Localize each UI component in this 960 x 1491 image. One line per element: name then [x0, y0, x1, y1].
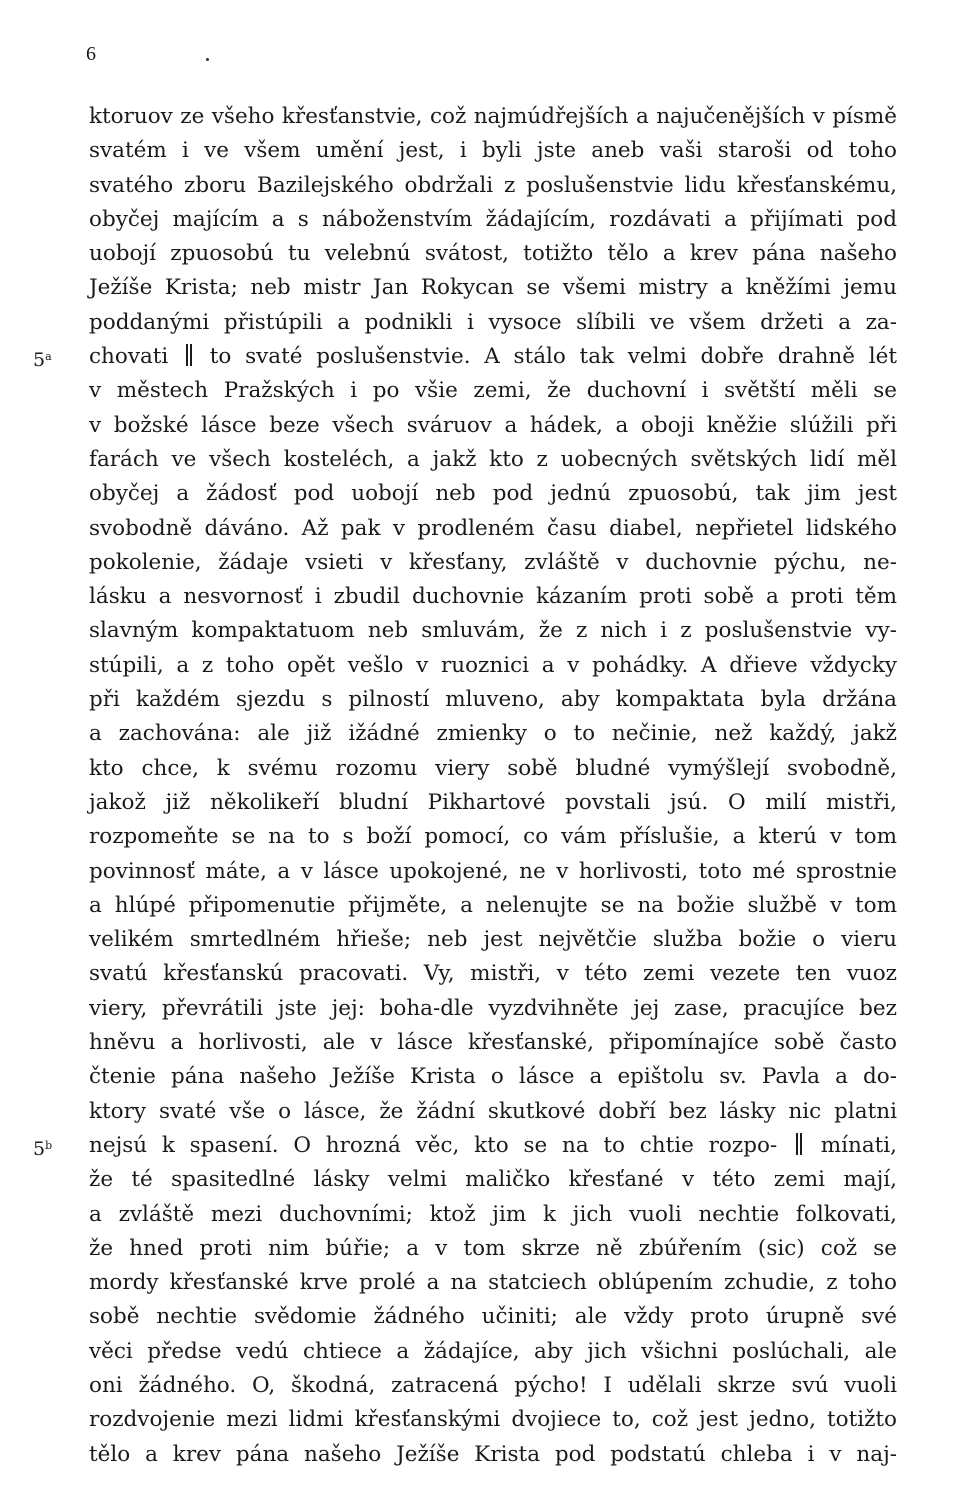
text-line: a zachována: ale již ižádné zmienky o to nečinie, než každý, jakž	[89, 721, 897, 747]
text-line: hněvu a horlivosti, ale v lásce křesťanské, připomínajíce sobě často	[89, 1030, 897, 1056]
text-line: poddanými přistúpili a podnikli i vysoce slíbili ve všem držeti a za-	[89, 309, 897, 335]
text-line: tělo a krev pána našeho Ježíše Krista pod podstatú chleba i v naj-	[89, 1441, 897, 1467]
body-text	[33, 100, 897, 1472]
text-line: a zvláště mezi duchovními; ktož jim k jich vuoli nechtie folkovati,	[89, 1201, 897, 1227]
text-line: stúpili, a z toho opět vešlo v ruoznici a v pohádky. A dřieve vždycky	[89, 652, 897, 678]
text-line: svatého zboru Bazilejského obdržali z poslušenstvie lidu křesťanskému,	[89, 172, 897, 198]
text-line: lásku a nesvornosť i zbudil duchovnie kázaním proti sobě a proti těm	[89, 584, 897, 610]
text-line: obyčej majícím a s náboženstvím žádajícím, rozdávati a přijímati pod	[89, 206, 897, 232]
text-line: a hlúpé připomenutie přijměte, a nelenujte se na božie službě v tom	[89, 892, 897, 918]
text-line: farách ve všech kosteléch, a jakž kto z uobecných světských lidí měl	[89, 446, 897, 472]
text-line: kto chce, k svému rozomu viery sobě bludné vymýšlejí svobodně,	[89, 755, 897, 781]
text-line: rozdvojenie mezi lidmi křesťanskými dvojiece to, což jest jedno, totižto	[89, 1407, 897, 1433]
page-number: 6	[86, 43, 96, 65]
folio-break-mark	[186, 344, 192, 366]
text-line: oni žádného. O, škodná, zatracená pýcho! I udělali skrze svú vuoli	[89, 1372, 897, 1398]
text-line: povinnosť máte, a v lásce upokojené, ne v horlivosti, toto mé sprostnie	[89, 858, 897, 884]
margin-note-5b: 5$^b$	[33, 1137, 53, 1160]
text-line	[33, 1129, 897, 1163]
text-line: velikém smrtedlném hřieše; neb jest největčie služba božie o vieru	[89, 927, 897, 953]
text-line: Ježíše Krista; neb mistr Jan Rokycan se všemi mistry a kněžími jemu	[89, 275, 897, 301]
text-line: slavným kompaktatuom neb smluvám, že z nich i z poslušenstvie vy-	[89, 618, 897, 644]
folio-break-mark	[796, 1133, 802, 1155]
text-line: v městech Pražských i po všie zemi, že duchovní i světští měli se	[89, 378, 897, 404]
text-line: viery, převrátili jste jej: boha-dle vyzdvihněte jej zase, pracujíce bez	[89, 995, 897, 1021]
text-line: při každém sjezdu s pilností mluveno, aby kompaktata byla držána	[89, 687, 897, 713]
text-line: ktory svaté vše o lásce, že žádní skutkové dobří bez lásky nic platni	[89, 1098, 897, 1124]
text-line: že té spasitedlné lásky velmi maličko křesťané v této zemi mají,	[89, 1167, 897, 1193]
text-line: svatú křesťanskú pracovati. Vy, mistři, v této zemi vezete ten vuoz	[89, 961, 897, 987]
text-line: sobě nechtie svědomie žádného učiniti; ale vždy proto úrupně své	[89, 1304, 897, 1330]
text-line: svatém i ve všem umění jest, i byli jste aneb vaši staroši od toho	[89, 138, 897, 164]
text-line: jakož již několikeří bludní Pikhartové povstali jsú. O milí mistři,	[89, 789, 897, 815]
text-line: rozpomeňte se na to s boží pomocí, co vám příslušie, a kterú v tom	[89, 824, 897, 850]
text-line: svobodně dáváno. Až pak v prodleném času diabel, nepřietel lidského	[89, 515, 897, 541]
text-line: čtenie pána našeho Ježíše Krista o lásce a epištolu sv. Pavla a do-	[89, 1064, 897, 1090]
text-line: v božské lásce beze všech sváruov a hádek, a oboji kněžie slúžili při	[89, 412, 897, 438]
print-speck	[206, 58, 209, 61]
text-line: uobojí zpuosobú tu velebnú svátost, totižto tělo a krev pána našeho	[89, 241, 897, 267]
text-segment: nejsú k spasení. O hrozná věc, kto se na to chtie rozpo-	[89, 1132, 778, 1158]
text-segment: mínati,	[820, 1132, 897, 1158]
text-segment: chovati	[89, 344, 169, 370]
text-line: mordy křesťanské krve prolé a na statciech oblúpením zchudie, z toho	[89, 1270, 897, 1296]
text-line: že hned proti nim búřie; a v tom skrze ně zbúřením (sic) což se	[89, 1235, 897, 1261]
margin-note-5a: 5$^a$	[33, 349, 52, 372]
text-line: věci předse vedú chtiece a žádajíce, aby jich všichni poslúchali, ale	[89, 1338, 897, 1364]
text-line: ktoruov ze všeho křesťanstvie, což najmúdřejších a najučenějších v písmě	[89, 104, 897, 129]
text-line: obyčej a žádosť pod uobojí neb pod jednú zpuosobú, tak jim jest	[89, 481, 897, 507]
text-line	[33, 340, 897, 374]
text-line: pokolenie, žádaje vsieti v křesťany, zvláště v duchovnie pýchu, ne-	[89, 549, 897, 575]
text-segment: to svaté poslušenstvie. A stálo tak velmi dobře drahně lét	[209, 344, 897, 370]
